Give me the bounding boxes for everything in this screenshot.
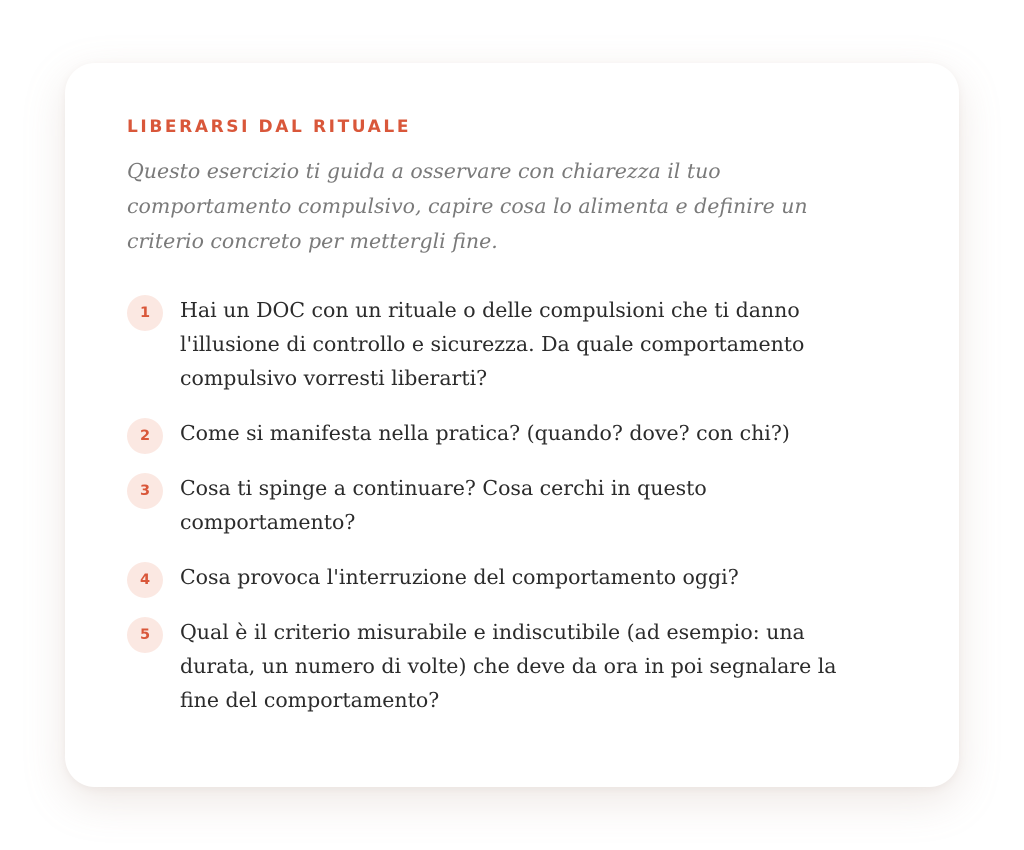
step-number-badge: 5 [127,617,163,653]
exercise-card [65,63,959,787]
step-number-badge: 2 [127,418,163,454]
card-kicker: LIBERARSI DAL RITUALE [127,117,412,137]
step-question: Cosa provoca l'interruzione del comportamento oggi? [180,565,739,589]
step-question: Come si manifesta nella pratica? (quando? dove? con chi?) [180,421,790,445]
step-item [127,615,897,717]
step-item [127,560,897,594]
step-item [127,471,897,539]
step-item [127,293,897,395]
step-question: Cosa ti spinge a continuare? Cosa cerchi in questo comportamento? [180,476,707,534]
step-number-badge: 3 [127,473,163,509]
step-question: Qual è il criterio misurabile e indiscutibile (ad esempio: una durata, un numero di volte) che deve da ora in poi segnalare la fine del comportamento? [180,620,837,712]
card-intro: Questo esercizio ti guida a osservare con chiarezza il tuo comportamento compulsivo, capire cosa lo alimenta e definire un criterio concreto per mettergli fine. [127,159,808,253]
step-list [127,293,897,717]
step-number-badge: 1 [127,295,163,331]
step-number-badge: 4 [127,562,163,598]
step-question: Hai un DOC con un rituale o delle compulsioni che ti danno l'illusione di controllo e sicurezza. Da quale comportamento compulsivo vorresti liberarti? [180,298,805,390]
step-item [127,416,897,450]
